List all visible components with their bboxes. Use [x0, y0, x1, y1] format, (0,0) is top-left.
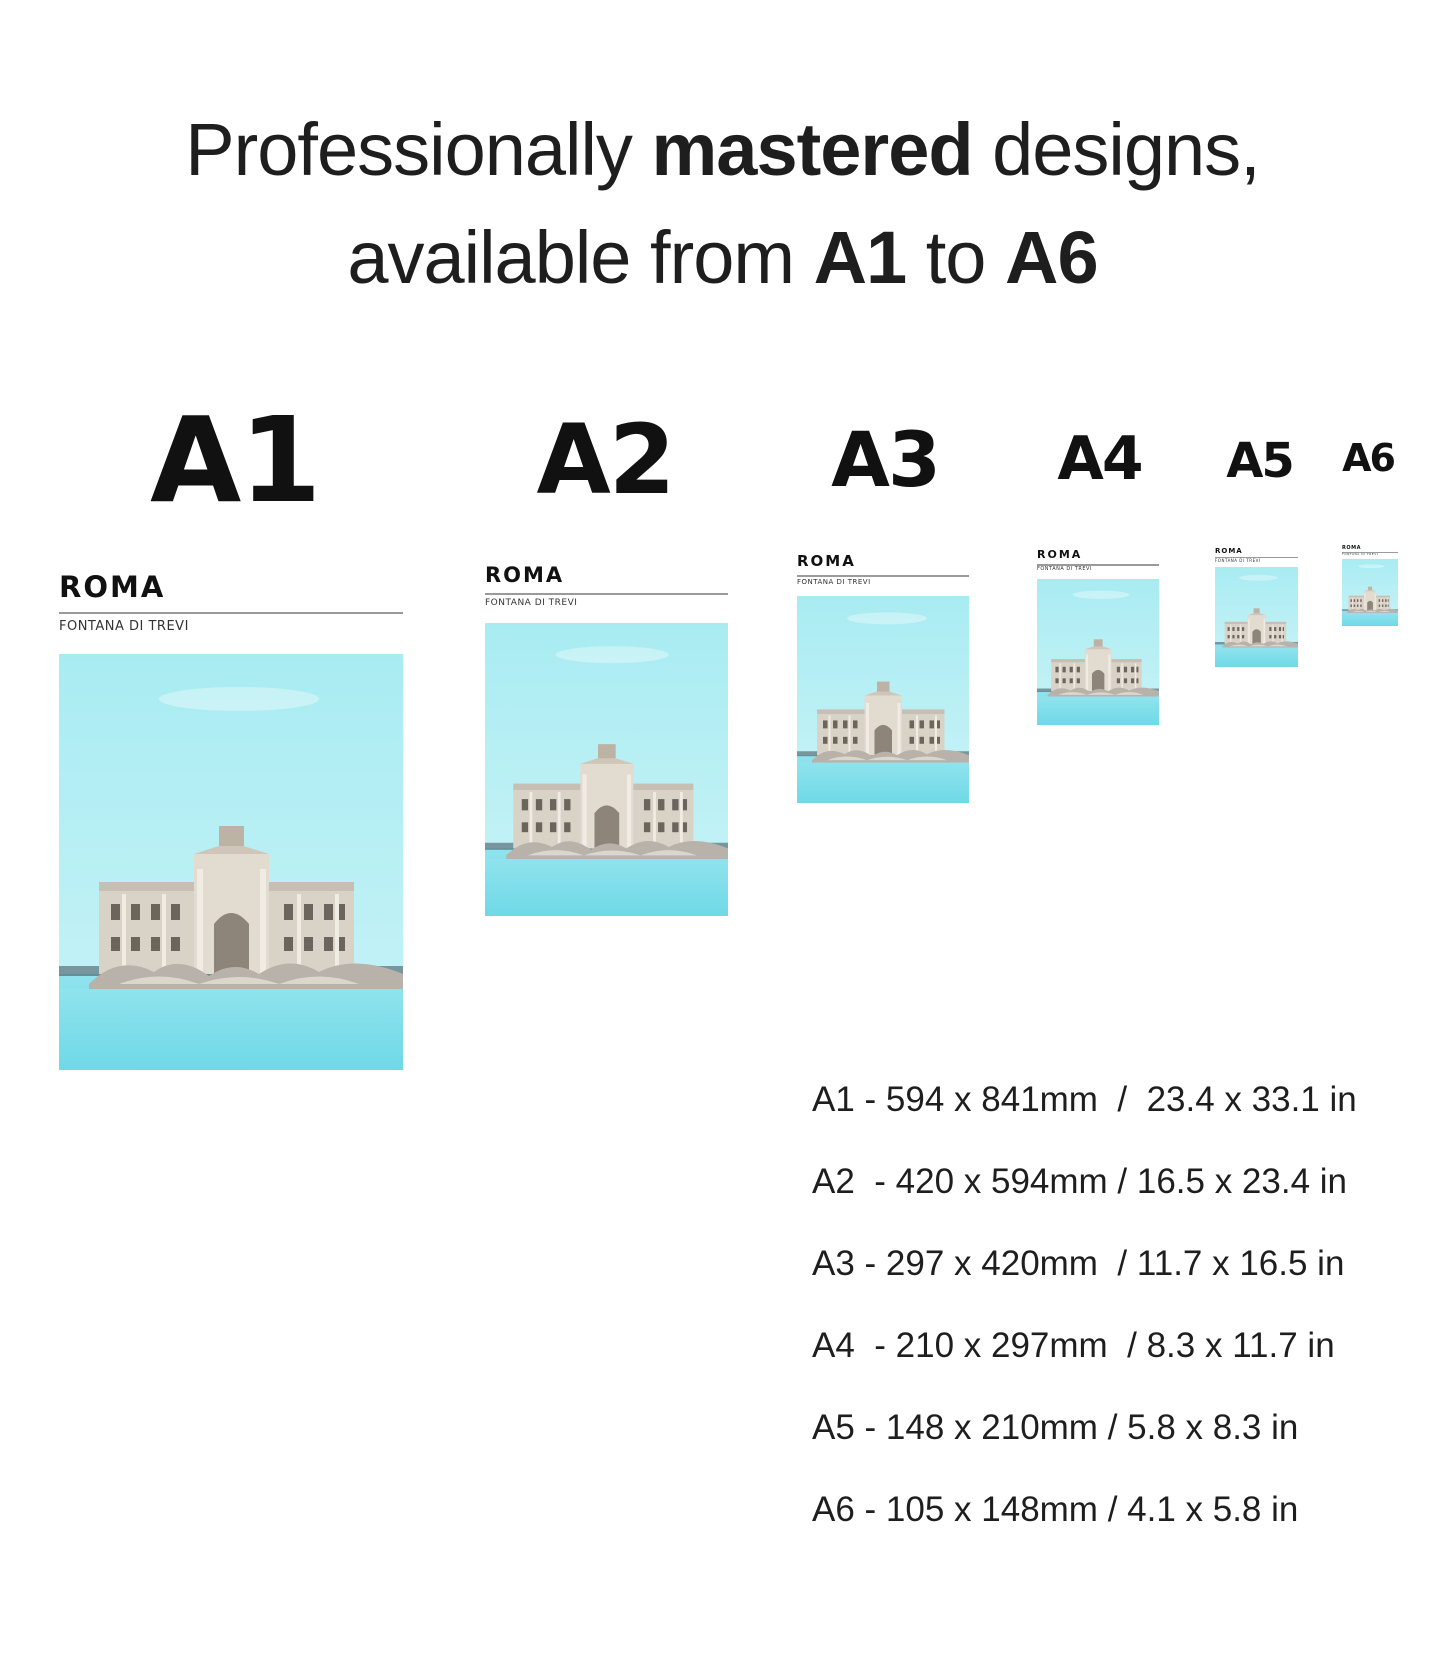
trevi-fountain-icon — [1215, 567, 1298, 667]
poster-a5 — [1215, 547, 1298, 667]
poster-divider — [59, 612, 403, 614]
headline-bold: A1 — [813, 216, 907, 299]
headline-text: available from — [347, 216, 814, 299]
poster-subtitle: FONTANA DI TREVI — [1215, 558, 1261, 563]
poster-title: ROMA — [485, 563, 565, 587]
poster-subtitle: FONTANA DI TREVI — [797, 578, 871, 586]
size-label-a3: A3 — [831, 415, 939, 504]
trevi-fountain-icon — [59, 654, 403, 1070]
poster-a3 — [797, 553, 969, 803]
poster-a4 — [1037, 549, 1159, 725]
poster-title: ROMA — [1037, 548, 1083, 561]
spec-a4: A4 - 210 x 297mm / 8.3 x 11.7 in — [812, 1326, 1335, 1365]
trevi-fountain-icon — [485, 623, 728, 916]
spec-a1: A1 - 594 x 841mm / 23.4 x 33.1 in — [812, 1080, 1357, 1119]
size-label-a6: A6 — [1342, 436, 1394, 480]
poster-divider — [797, 575, 969, 577]
trevi-fountain-icon — [1342, 559, 1398, 626]
size-label-a1: A1 — [150, 391, 320, 529]
poster-title: ROMA — [59, 570, 166, 604]
headline-text: designs, — [972, 108, 1260, 191]
poster-title: ROMA — [1215, 547, 1243, 555]
poster-title: ROMA — [797, 552, 856, 570]
headline-bold: A6 — [1005, 216, 1098, 299]
headline-line-1 — [0, 96, 1445, 204]
trevi-fountain-icon — [797, 596, 969, 803]
poster-subtitle: FONTANA DI TREVI — [1342, 552, 1379, 556]
headline-text: to — [906, 216, 1006, 299]
spec-a6: A6 - 105 x 148mm / 4.1 x 5.8 in — [812, 1490, 1299, 1529]
poster-title: ROMA — [1342, 545, 1361, 551]
poster-subtitle: FONTANA DI TREVI — [59, 619, 189, 634]
poster-subtitle: FONTANA DI TREVI — [1037, 566, 1092, 572]
size-spec-list — [812, 1080, 1357, 1572]
poster-a6 — [1342, 545, 1398, 626]
poster-subtitle: FONTANA DI TREVI — [485, 598, 578, 608]
headline-line-2 — [0, 204, 1445, 312]
spec-a5: A5 - 148 x 210mm / 5.8 x 8.3 in — [812, 1408, 1299, 1447]
spec-a3: A3 - 297 x 420mm / 11.7 x 16.5 in — [812, 1244, 1345, 1283]
headline-text: Professionally — [185, 108, 652, 191]
headline-bold: mastered — [651, 108, 973, 191]
size-label-a5: A5 — [1226, 433, 1293, 489]
size-label-a4: A4 — [1057, 424, 1142, 494]
spec-a2: A2 - 420 x 594mm / 16.5 x 23.4 in — [812, 1162, 1348, 1201]
poster-divider — [485, 593, 728, 595]
poster-a1 — [59, 570, 403, 1070]
trevi-fountain-icon — [1037, 579, 1159, 725]
size-label-a2: A2 — [536, 404, 674, 516]
poster-a2 — [485, 563, 728, 916]
